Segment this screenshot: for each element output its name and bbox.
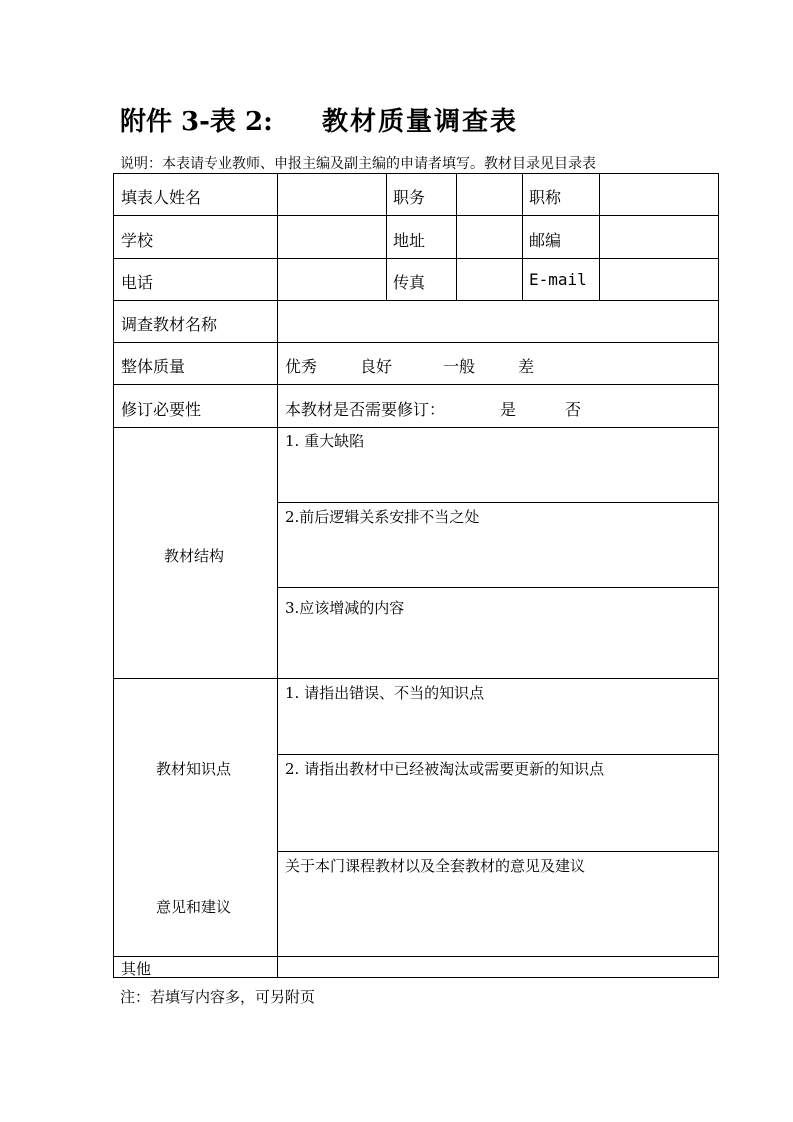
structure-item-content-changes: 3.应该增减的内容 [285,599,405,617]
suggestions-item: 关于本门课程教材以及全套教材的意见及建议 [285,857,586,875]
title-label: 职称 [529,188,562,207]
row-divider [277,851,719,852]
column-divider [456,173,457,300]
email-label: E-mail [529,270,587,289]
textbook-name-label: 调查教材名称 [121,315,218,334]
column-divider [522,173,523,300]
knowledge-item-outdated: 2. 请指出教材中已经被淘汰或需要更新的知识点 [285,760,605,778]
position-label: 职务 [393,188,426,207]
row-divider [277,754,719,755]
revision-necessity-label: 修订必要性 [121,400,202,419]
row-divider [277,587,719,588]
knowledge-item-errors: 1. 请指出错误、不当的知识点 [285,684,485,702]
row-divider [113,427,719,428]
table-border-right [718,173,719,977]
quality-option-excellent: 优秀 [285,357,318,376]
column-divider [386,173,387,300]
quality-option-good: 良好 [360,357,393,376]
other-label: 其他 [121,960,152,978]
address-label: 地址 [393,231,426,250]
row-divider [113,678,719,679]
fax-label: 传真 [393,273,426,292]
row-divider [113,342,719,343]
row-divider [277,502,719,503]
name-label: 填表人姓名 [121,188,202,207]
structure-item-major-defects: 1. 重大缺陷 [285,432,365,450]
quality-option-average: 一般 [443,357,476,376]
row-divider [113,956,719,957]
table-border-bottom [113,977,719,978]
overall-quality-label: 整体质量 [121,357,186,376]
revision-question: 本教材是否需要修订： [285,400,446,419]
phone-label: 电话 [121,273,154,292]
knowledge-points-label: 教材知识点 [156,760,232,778]
revision-option-yes: 是 [500,400,517,419]
instruction-note: 说明：本表请专业教师、申报主编及副主编的申请者填写。教材目录见目录表 [120,156,596,172]
page-title-prefix: 附件 3-表 2: [120,107,273,137]
row-divider [113,215,719,216]
page-title: 教材质量调查表 [322,107,519,137]
row-divider [113,384,719,385]
column-divider [277,173,278,977]
quality-option-poor: 差 [518,357,535,376]
row-divider [113,300,719,301]
suggestions-label: 意见和建议 [156,898,232,916]
revision-option-no: 否 [565,400,582,419]
structure-label: 教材结构 [164,547,225,565]
column-divider [599,173,600,300]
postcode-label: 邮编 [529,231,562,250]
table-border-left [113,173,114,977]
footer-note: 注：若填写内容多，可另附页 [120,988,316,1006]
row-divider [113,258,719,259]
table-border-top [113,173,719,174]
structure-item-logic-issues: 2.前后逻辑关系安排不当之处 [285,508,480,526]
school-label: 学校 [121,231,154,250]
